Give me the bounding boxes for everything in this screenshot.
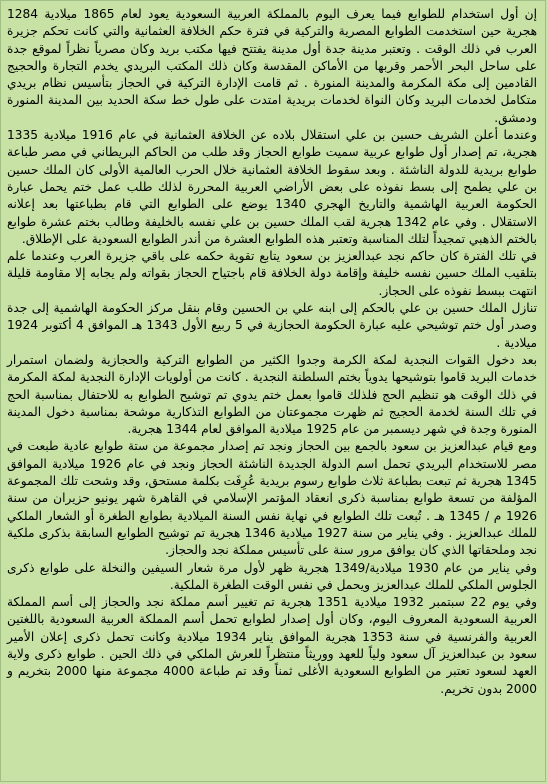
article-paragraph-3: في تلك الفترة كان حاكم نجد عبدالعزيز بن سعود يتابع تقوية حكمه على باقي جزيرة العرب وعندما علم بتلقيب الملك حسين نفسه خليفة وإقامة دولة الخلافة قام باجتياح الحجاز بقواته ولم يجابه إلا مقاومة قليلة انتهت ببسط نفوذه على الحجاز. <box>7 249 537 298</box>
article-paragraph-7: وفي يناير من عام 1930 ميلادية/1349 هجرية ظهر لأول مرة شعار السيفين والنخلة على طوابع ذكرى الجلوس الملكي للملك عبدالعزيز ويحمل في نفس الوقت الطغرة الملكية. <box>7 560 538 592</box>
article-paragraph-1: إن أول استخدام للطوابع فيما يعرف اليوم بالمملكة العربية السعودية يعود لعام 1865 ميلادية 1284 هجرية حين استخدمت الطوابع المصرية والتركية في فترة حكم الخلافة العثمانية والتي كانت تحكم جزيرة العرب في ذلك الوقت . وتعتبر مدينة جدة أول مدينة يفتتح فيها مكتب بريد وكان مصرياً نظراً لموقع جدة على ساحل البحر الأحمر وقربها من الأماكن المقدسة وكان ذلك المكتب البريدي يخدم التجارة والحجيج القادمين إلى مكة المكرمة والمدينة المنورة . ثم قامت الإدارة التركية في الحجاز بتأسيس نظام بريدي متكامل لخدمات البريد وكان النواة لخدمات بريدية امتدت على طول خط سكة الحديد بين المدينة المنورة ودمشق. <box>7 7 537 125</box>
article-paragraph-8: وفي يوم 22 سبتمبر 1932 ميلادية 1351 هجرية تم تغيير أسم مملكة نجد والحجاز إلى أسم المملكة العربية السعودية المعروف اليوم، وكان أول إصدار لطوابع تحمل أسم المملكة العربية السعودية باللغتين العربية والفرنسية في سنة 1353 هجرية الموافق يناير 1934 ميلادية وكانت تحمل ذكرى إعلان الأمير سعود بن عبدالعزيز آل سعود ولياً للعهد ووريثاً منتظراً للعرش الملكي في ذلك الحين . طوابع ذكرى ولاية العهد لسعود تعتبر من الطوابع السعودية الأغلى ثمناً وقد تم طباعة 4000 مجموعة منها 2000 بتخريم و 2000 بدون تخريم. <box>7 595 537 696</box>
article-paragraph-2: وعندما أعلن الشريف حسين بن علي استقلال بلاده عن الخلافة العثمانية في عام 1916 ميلادية 1335 هجرية، تم إصدار أول طوابع عربية سميت طوابع الحجاز وقد طلب من الحاكم البريطاني في مصر طباعة طوابع بريدية للدولة الناشئة . وبعد سقوط الخلافة العثمانية خلال الحرب العالمية الأولى كان الملك حسين بن علي يطمح إلى بسط نفوذه على بعض الأراضي العربية المحررة لذلك طلب عمل ختم يحمل عبارة الحكومة العربية الهاشمية والتاريخ الهجري 1340 يوضع على الطوابع التي قام بطباعتها بعد إعلانه الاستقلال . وفي عام 1342 هجرية لقب الملك حسين بن علي نفسه بالخليفة وطالب بختم عشرة طوابع بالختم الذهبي تمجيداً لتلك المناسبة وتعتبر هذه الطوابع العشرة من أندر الطوابع السعودية على الإطلاق. <box>7 128 537 246</box>
article-paragraph-6: ومع قيام عبدالعزيز بن سعود بالجمع بين الحجاز ونجد تم إصدار مجموعة من ستة طوابع عادية طبعت في مصر للاستخدام البريدي تحمل اسم الدولة الجديدة الناشئة الحجاز ونجد في عام 1926 ميلادية الموافق 1345 هجرية ثم تبعت بطباعة ثلاث طوابع رسوم بريدية عُرِفَت بكلمة مستحق، وقد وشحت تلك المجموعة المؤلفة من تسعة طوابع بمناسبة ذكرى انعقاد المؤتمر الإسلامي في القاهرة شهر يونيو حزيران من سنة 1926 م / 1345 هـ . تُبعت تلك الطوابع في نهاية نفس السنة الميلادية بطوابع الطغرة أو الشعار الملكي للملك عبدالعزيز . وفي يناير من سنة 1927 ميلادية 1346 هجرية تم توشيح الطوابع السابقة بذكرى ملكية نجد وملحقاتها الذي كان يوافق مرور سنة على تأسيس مملكة نجد والحجاز. <box>7 439 537 558</box>
article-paragraph-5: بعد دخول القوات النجدية لمكة الكرمة وجدوا الكثير من الطوابع التركية والحجازية ولضمان استمرار خدمات البريد قاموا بتوشيحها يدوياً بختم السلطنة النجدية . كانت من أولويات الإدارة النجدية لمكة المكرمة في ذلك الوقت هو تنظيم الحج فلذلك قاموا بعمل ختم يدوي تم توشيح الطوابع به للاحتفال بمناسبة الحج في تلك السنة لخدمة الحجيج ثم ظهرت مجموعتان من الطوابع التذكارية موشحة بمناسبة دخول المدينة المنورة وجدة في شهر ديسمبر من عام 1925 ميلادية الموافق لعام 1344 هجرية. <box>7 352 537 437</box>
article-paragraph-4: تنازل الملك حسين بن علي بالحكم إلى ابنه علي بن الحسين وقام بنقل مركز الحكومة الهاشمية إلى جدة وصدر أول ختم توشيحي عليه عبارة الحكومة الحجازية في 5 ربيع الأول 1343 هـ الموافق 4 أكتوبر 1924 ميلادية . <box>7 301 537 350</box>
